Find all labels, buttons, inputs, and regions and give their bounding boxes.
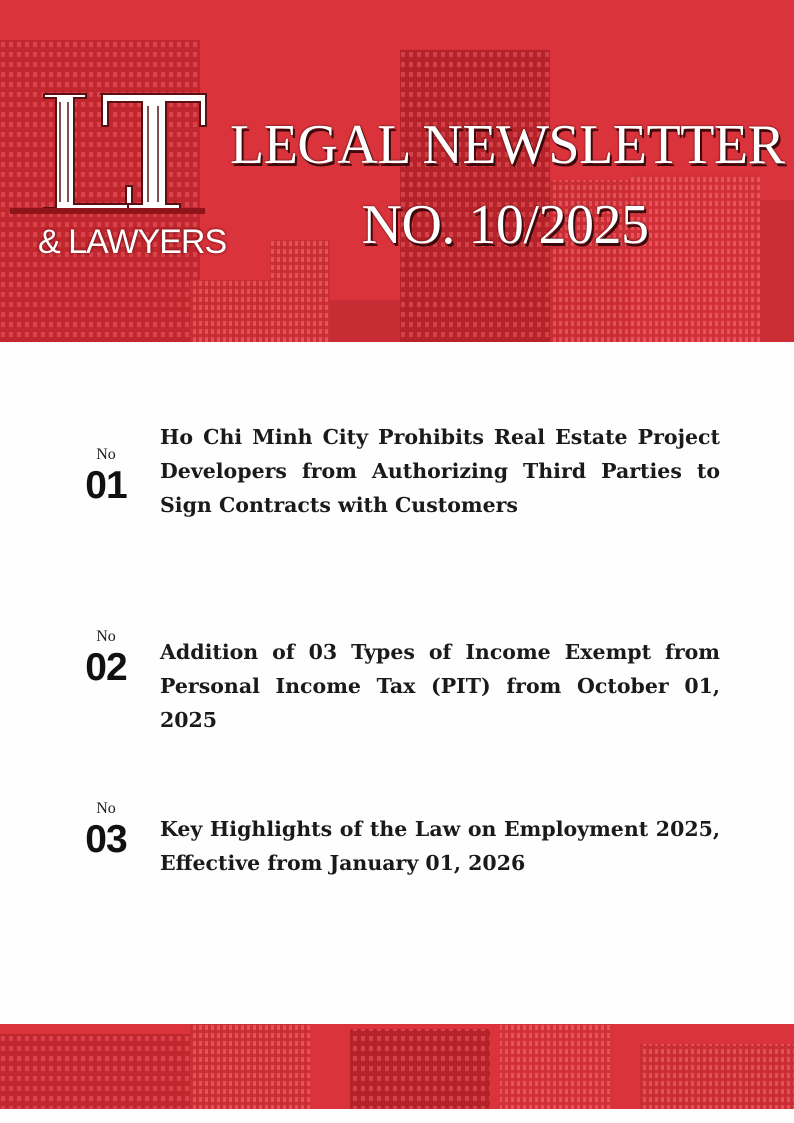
number-label: No [96, 800, 116, 817]
title-line-1: LEGAL NEWSLETTER [230, 114, 785, 176]
article-number [76, 628, 136, 690]
logo-lt-monogram [30, 86, 210, 226]
title-line-2: NO. 10/2025 [361, 194, 649, 256]
number-label: No [96, 628, 116, 645]
footer-banner [0, 1024, 794, 1109]
article-title[interactable]: Key Highlights of the Law on Employment 2025, Effective from January 01, 2026 [160, 817, 720, 875]
article-title[interactable]: Addition of 03 Types of Income Exempt from Personal Income Tax (PIT) from October 01, 2025 [160, 640, 720, 732]
number-value: 01 [85, 464, 127, 507]
header-banner [0, 0, 794, 342]
number-value: 02 [85, 646, 127, 689]
page-bottom-margin [0, 1109, 794, 1123]
number-label: No [96, 446, 116, 463]
article-number [76, 446, 136, 508]
number-value: 03 [85, 818, 127, 861]
article-title[interactable]: Ho Chi Minh City Prohibits Real Estate Project Developers from Authorizing Third Parties to Sign Contracts with Customers [160, 425, 720, 517]
logo-divider [10, 208, 205, 214]
article-number [76, 800, 136, 862]
newsletter-title [230, 105, 785, 265]
logo-tagline: & LAWYERS [38, 223, 227, 261]
city-skyline-footer-image [0, 1024, 794, 1109]
